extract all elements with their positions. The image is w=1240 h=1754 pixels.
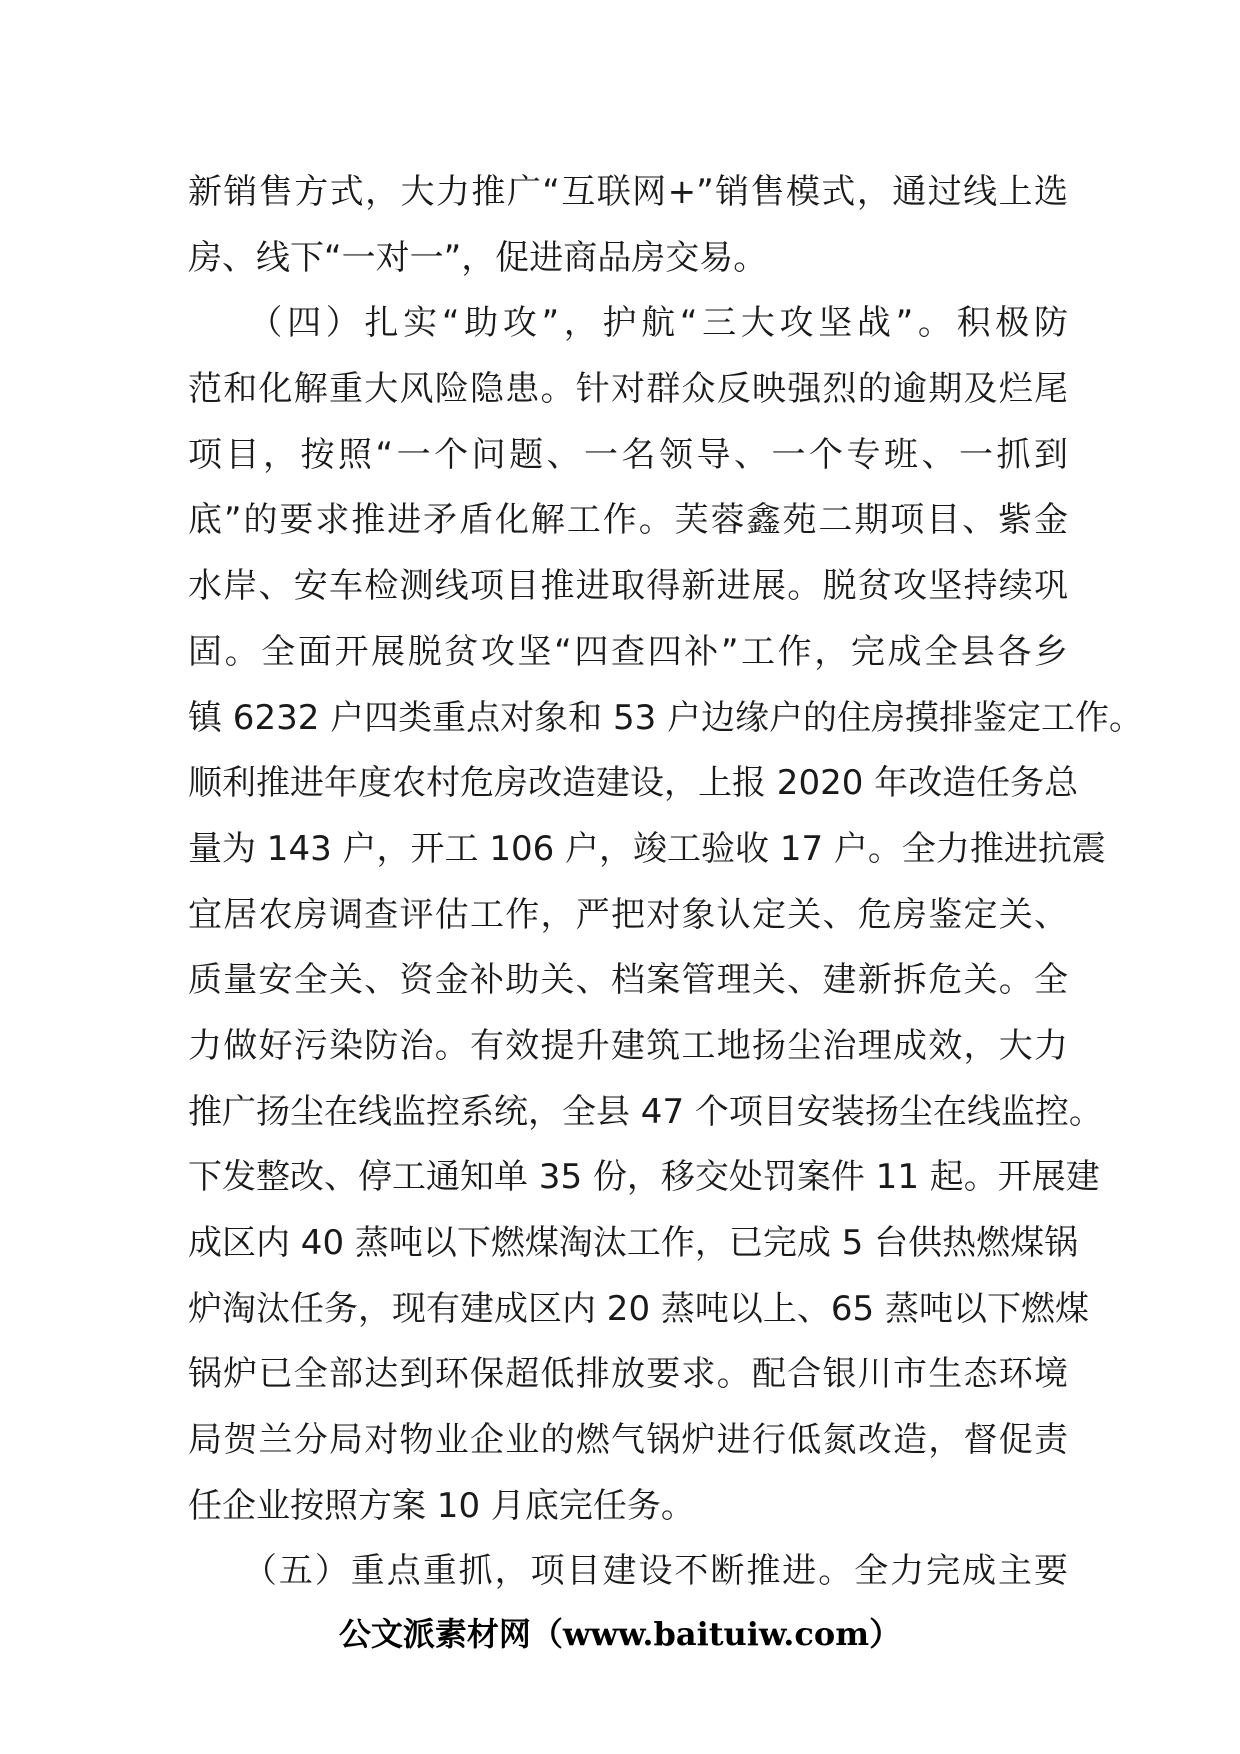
document-body [188, 160, 1144, 1605]
text-line: 房、线下“一对一”，促进商品房交易。 [188, 237, 768, 278]
text-line: 力做好污染防治。有效提升建筑工地扬尘治理成效，大力 [188, 1025, 1068, 1066]
text-line: 任企业按照方案 10 月底完任务。 [188, 1485, 695, 1526]
text-line: 推广扬尘在线监控系统，全县 47 个项目安装扬尘在线监控。 [188, 1091, 1103, 1132]
text-line: 项目，按照“一个问题、一名领导、一个专班、一抓到 [188, 434, 1068, 475]
text-line: 宜居农房调查评估工作，严把对象认定关、危房鉴定关、 [188, 894, 1068, 935]
text-line: 局贺兰分局对物业企业的燃气锅炉进行低氮改造，督促责 [188, 1420, 1068, 1461]
text-line: 镇 6232 户四类重点对象和 53 户边缘户的住房摸排鉴定工作。 [188, 697, 1144, 738]
text-line: 固。全面开展脱贫攻坚“四查四补”工作，完成全县各乡 [188, 631, 1068, 672]
text-line: 成区内 40 蒸吨以下燃煤淘汰工作，已完成 5 台供热燃煤锅 [188, 1223, 1079, 1263]
text-line: （四）扎实“助攻”，护航“三大攻坚战”。积极防 [188, 303, 1068, 344]
text-line: 炉淘汰任务，现有建成区内 20 蒸吨以上、65 蒸吨以下燃煤 [188, 1288, 1089, 1329]
text-line: 下发整改、停工通知单 35 份，移交处罚案件 11 起。开展建 [188, 1157, 1100, 1198]
paragraph [188, 1539, 1068, 1605]
text-line: 顺利推进年度农村危房改造建设，上报 2020 年改造任务总 [188, 763, 1079, 804]
text-line: 锅炉已全部达到环保超低排放要求。配合银川市生态环境 [188, 1354, 1068, 1395]
footer-watermark: 公文派素材网（www.baituiw.com） [338, 1615, 902, 1653]
text-line: 新销售方式，大力推广“互联网+”销售模式，通过线上选 [188, 172, 1068, 212]
text-line: 底”的要求推进矛盾化解工作。芙蓉鑫苑二期项目、紫金 [188, 500, 1068, 541]
text-line: 水岸、安车检测线项目推进取得新进展。脱贫攻坚持续巩 [188, 566, 1068, 607]
text-line: 量为 143 户，开工 106 户，竣工验收 17 户。全力推进抗震 [188, 828, 1106, 869]
paragraph [188, 160, 1068, 291]
text-line: 质量安全关、资金补助关、档案管理关、建新拆危关。全 [188, 960, 1068, 1001]
text-line: 范和化解重大风险隐患。针对群众反映强烈的逾期及烂尾 [188, 369, 1068, 410]
text-line: （五）重点重抓，项目建设不断推进。全力完成主要 [188, 1551, 1068, 1592]
paragraph [188, 291, 1144, 1539]
